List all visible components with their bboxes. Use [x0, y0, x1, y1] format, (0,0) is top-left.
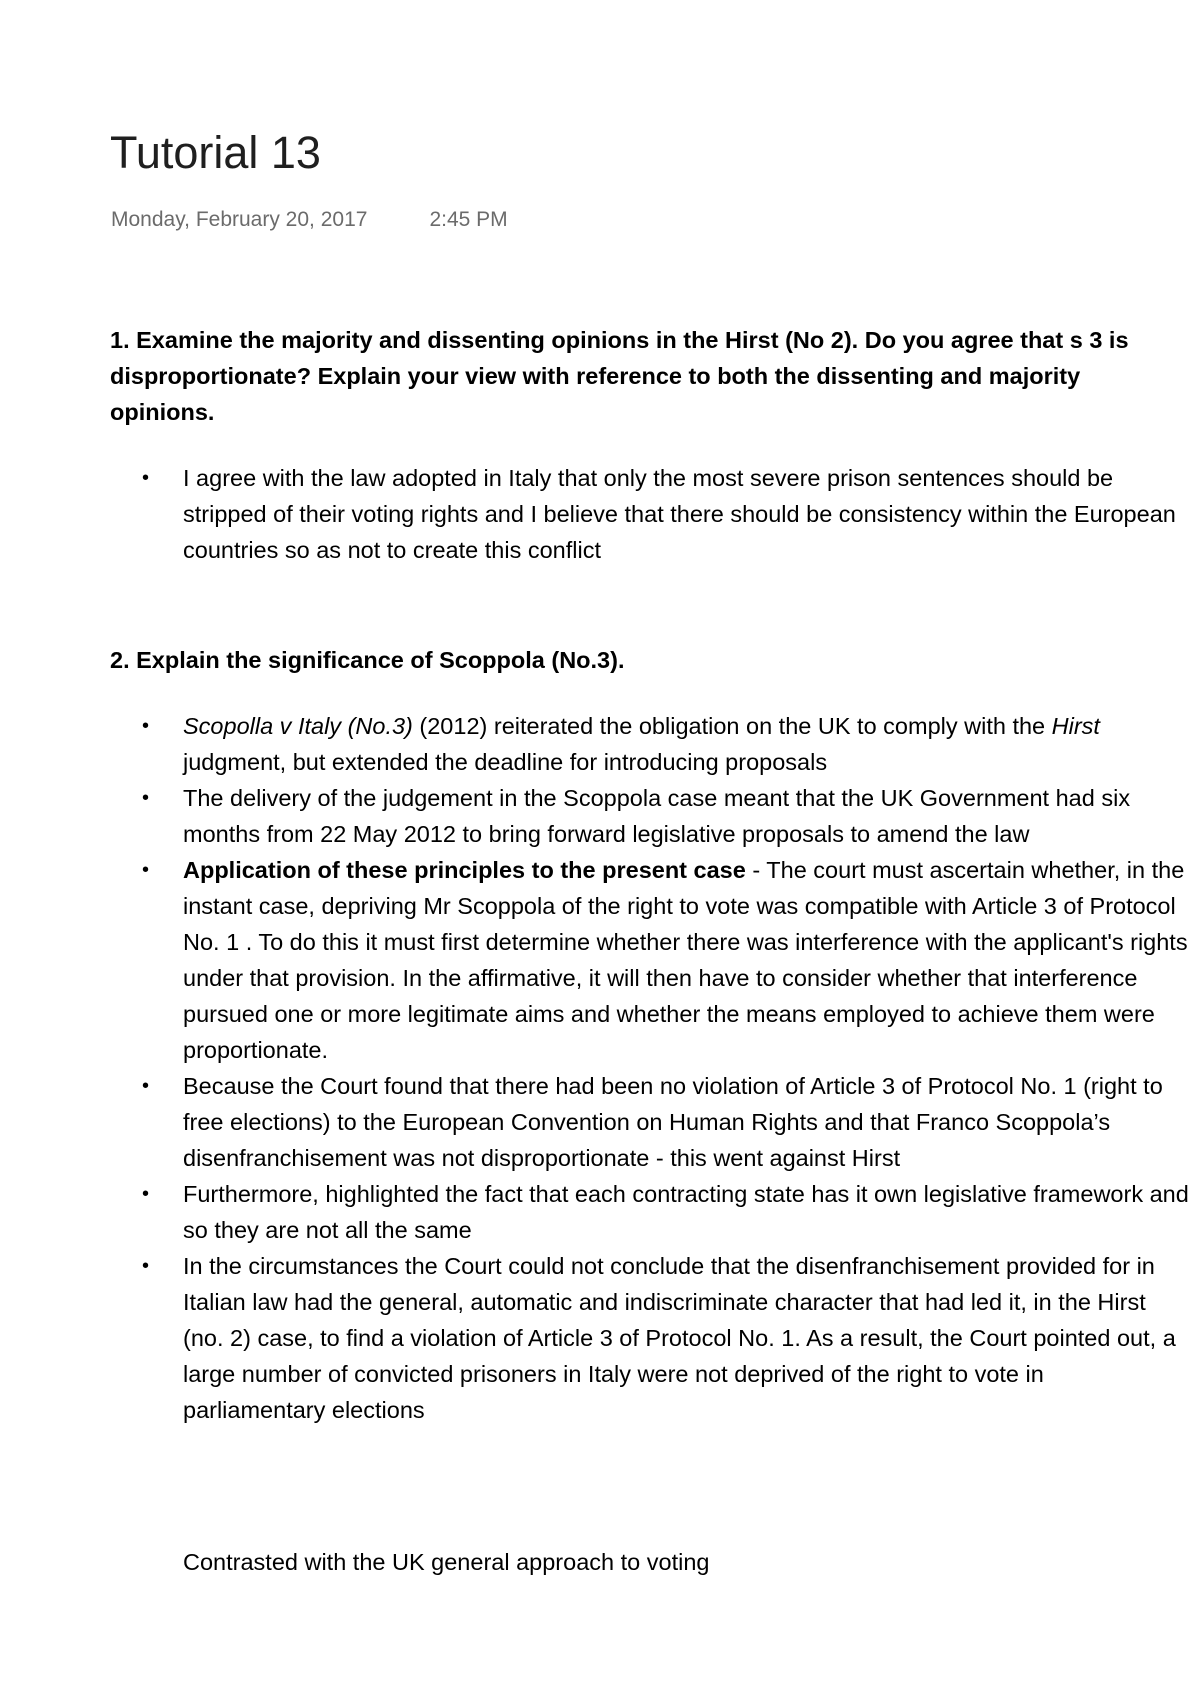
page-title: Tutorial 13	[110, 127, 321, 178]
bullet-icon: •	[142, 715, 150, 737]
cutoff-line	[183, 1549, 903, 1580]
bullet-icon: •	[142, 1183, 150, 1205]
list-item	[110, 1068, 1190, 1176]
answer-text: Furthermore, highlighted the fact that each contracting state has it own legislative framework and so they are not all the same	[183, 1181, 1189, 1243]
answer-text: I agree with the law adopted in Italy that only the most severe prison sentences should be stripped of their voting rights and I believe that there should be consistency within the European countries so as not to create this conflict	[183, 465, 1176, 563]
answer-text: (2012) reiterated the obligation on the UK to comply with the	[412, 713, 1052, 739]
answer-text: The delivery of the judgement in the Scoppola case meant that the UK Government had six months from 22 May 2012 to bring forward legislative proposals to amend the law	[183, 785, 1131, 847]
question-2-answers	[110, 708, 1190, 1428]
answer-heading: Application of these principles to the present case	[183, 857, 746, 883]
page-date: Monday, February 20, 2017	[111, 208, 368, 231]
cutoff-text: Contrasted with the UK general approach to voting	[183, 1549, 710, 1575]
answer-text: In the circumstances the Court could not conclude that the disenfranchisement provided for in Italian law had the general, automatic and indiscriminate character that had led it, in the Hirst (no. 2) case, to find a violation of Article 3 of Protocol No. 1. As a result, the Court pointed out, a large number of convicted prisoners in Italy were not deprived of the right to vote in parliamentary elections	[183, 1253, 1176, 1423]
bullet-icon: •	[142, 467, 150, 489]
page-content	[110, 322, 1190, 1428]
bullet-icon: •	[142, 859, 150, 881]
list-item	[110, 852, 1190, 1068]
list-item	[110, 708, 1190, 780]
bullet-icon: •	[142, 1255, 150, 1277]
case-reference: Hirst	[1051, 713, 1100, 739]
list-item	[110, 1176, 1190, 1248]
page-timestamp	[111, 209, 508, 230]
list-item	[110, 460, 1190, 568]
answer-text: judgment, but extended the deadline for introducing proposals	[183, 749, 828, 775]
page-time: 2:45 PM	[429, 208, 508, 231]
case-name: Scopolla v Italy (No.3)	[183, 713, 413, 739]
answer-text: - The court must ascertain whether, in the instant case, depriving Mr Scoppola of the right to vote was compatible with Article 3 of Protocol No. 1 . To do this it must first determine whether there was interference with the applicant's rights under that provision. In the affirmative, it will then have to consider whether that interference pursued one or more legitimate aims and whether the means employed to achieve them were proportionate.	[183, 857, 1188, 1063]
question-2: 2. Explain the significance of Scoppola (No.3).	[110, 647, 625, 673]
list-item	[110, 1248, 1190, 1428]
question-1-answers	[110, 460, 1190, 568]
bullet-icon: •	[142, 1075, 150, 1097]
answer-text: Because the Court found that there had been no violation of Article 3 of Protocol No. 1 (right to free elections) to the European Convention on Human Rights and that Franco Scoppola’s disenfranchisement was not disproportionate - this went against Hirst	[183, 1073, 1163, 1171]
list-item	[110, 780, 1190, 852]
question-1: 1. Examine the majority and dissenting opinions in the Hirst (No 2). Do you agree that s 3 is disproportionate? Explain your view with reference to both the dissenting and majority opinions.	[110, 327, 1129, 425]
bullet-icon: •	[142, 787, 150, 809]
